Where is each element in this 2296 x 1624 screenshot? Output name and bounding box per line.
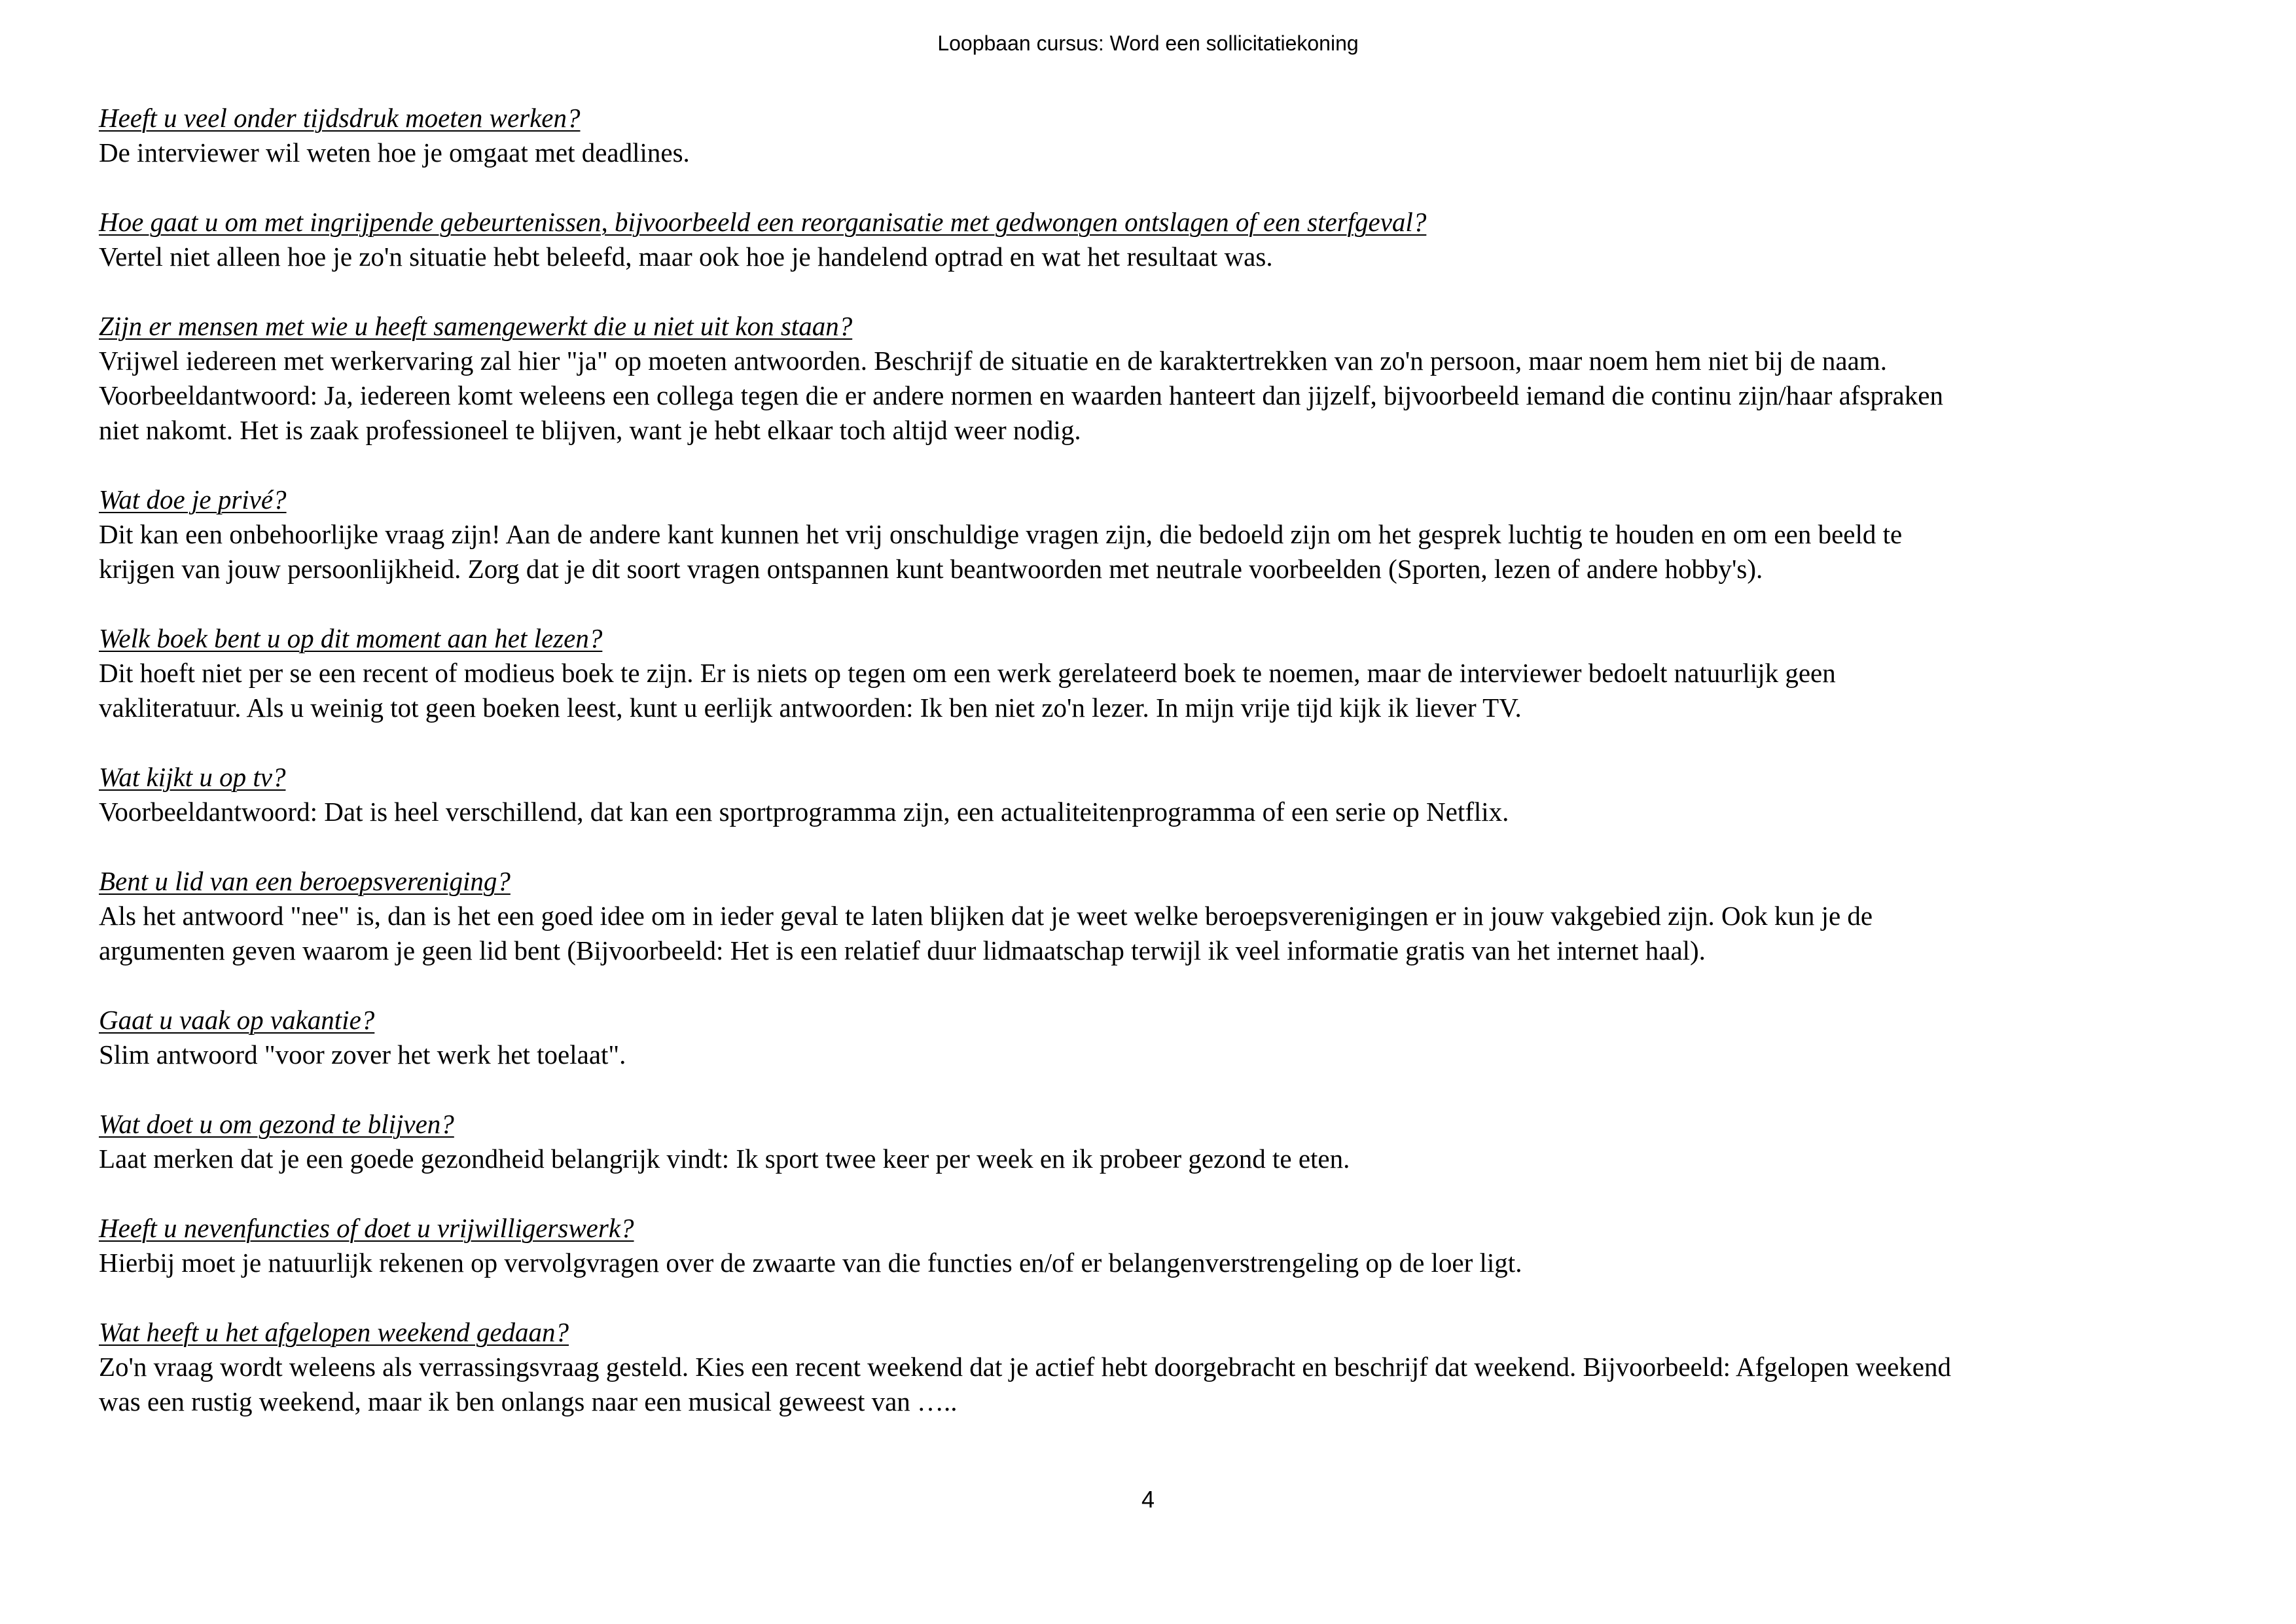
question-heading: Wat heeft u het afgelopen weekend gedaan? [99, 1317, 569, 1347]
answer-text: Voorbeeldantwoord: Ja, iedereen komt weleens een collega tegen die er andere normen en waarden hanteert dan jijzelf, bijvoorbeeld iemand die continu zijn/haar afspraken [99, 380, 1943, 410]
answer-text: De interviewer wil weten hoe je omgaat met deadlines. [99, 137, 690, 168]
answer-text: vakliteratuur. Als u weinig tot geen boeken leest, kunt u eerlijk antwoorden: Ik ben niet zo'n lezer. In mijn vrije tijd kijk ik liever TV. [99, 693, 1522, 723]
qa-block [99, 1107, 2226, 1176]
answer-text: krijgen van jouw persoonlijkheid. Zorg dat je dit soort vragen ontspannen kunt beantwoorden met neutrale voorbeelden (Sporten, lezen of andere hobby's). [99, 554, 1763, 584]
question-heading: Welk boek bent u op dit moment aan het lezen? [99, 623, 603, 653]
page-number: 4 [1141, 1486, 1155, 1513]
document-body [99, 101, 2226, 1454]
qa-block [99, 1211, 2226, 1280]
question-heading: Gaat u vaak op vakantie? [99, 1005, 375, 1035]
question-heading: Bent u lid van een beroepsvereniging? [99, 866, 511, 896]
answer-text: was een rustig weekend, maar ik ben onlangs naar een musical geweest van ….. [99, 1386, 958, 1416]
qa-block [99, 205, 2226, 274]
answer-text: Dit kan een onbehoorlijke vraag zijn! Aan de andere kant kunnen het vrij onschuldige vragen zijn, die bedoeld zijn om het gesprek luchtig te houden en om een beeld te [99, 519, 1903, 549]
answer-text: Slim antwoord "voor zover het werk het toelaat". [99, 1039, 626, 1070]
qa-block [99, 101, 2226, 170]
question-heading: Heeft u veel onder tijdsdruk moeten werken? [99, 103, 581, 133]
question-heading: Heeft u nevenfuncties of doet u vrijwilligerswerk? [99, 1213, 634, 1243]
answer-text: Hierbij moet je natuurlijk rekenen op vervolgvragen over de zwaarte van die functies en/of er belangenverstrengeling op de loer ligt. [99, 1248, 1522, 1278]
qa-block [99, 621, 2226, 725]
answer-text: Dit hoeft niet per se een recent of modieus boek te zijn. Er is niets op tegen om een werk gerelateerd boek te noemen, maar de interviewer bedoelt natuurlijk geen [99, 658, 1836, 688]
qa-block [99, 1315, 2226, 1419]
question-heading: Wat kijkt u op tv? [99, 762, 286, 792]
page-header: Loopbaan cursus: Word een sollicitatiekoning [937, 31, 1359, 55]
answer-text: Zo'n vraag wordt weleens als verrassingsvraag gesteld. Kies een recent weekend dat je actief hebt doorgebracht en beschrijf dat weekend. Bijvoorbeeld: Afgelopen weekend [99, 1352, 1951, 1382]
question-heading: Wat doet u om gezond te blijven? [99, 1109, 454, 1139]
qa-block [99, 482, 2226, 586]
qa-block [99, 309, 2226, 448]
question-heading: Hoe gaat u om met ingrijpende gebeurtenissen, bijvoorbeeld een reorganisatie met gedwongen ontslagen of een sterfgeval? [99, 207, 1427, 237]
answer-text: Als het antwoord "nee" is, dan is het een goed idee om in ieder geval te laten blijken dat je weet welke beroepsverenigingen er in jouw vakgebied zijn. Ook kun je de [99, 901, 1873, 931]
qa-block [99, 760, 2226, 829]
qa-block [99, 864, 2226, 968]
answer-text: Vertel niet alleen hoe je zo'n situatie hebt beleefd, maar ook hoe je handelend optrad en wat het resultaat was. [99, 242, 1273, 272]
answer-text: Vrijwel iedereen met werkervaring zal hier "ja" op moeten antwoorden. Beschrijf de situatie en de karaktertrekken van zo'n persoon, maar noem hem niet bij de naam. [99, 346, 1887, 376]
qa-block [99, 1003, 2226, 1072]
answer-text: Laat merken dat je een goede gezondheid belangrijk vindt: Ik sport twee keer per week en ik probeer gezond te eten. [99, 1144, 1350, 1174]
answer-text: Voorbeeldantwoord: Dat is heel verschillend, dat kan een sportprogramma zijn, een actualiteitenprogramma of een serie op Netflix. [99, 797, 1509, 827]
answer-text: niet nakomt. Het is zaak professioneel te blijven, want je hebt elkaar toch altijd weer nodig. [99, 415, 1081, 445]
answer-text: argumenten geven waarom je geen lid bent (Bijvoorbeeld: Het is een relatief duur lidmaatschap terwijl ik veel informatie gratis van het internet haal). [99, 935, 1706, 965]
question-heading: Zijn er mensen met wie u heeft samengewerkt die u niet uit kon staan? [99, 311, 853, 341]
question-heading: Wat doe je privé? [99, 484, 287, 514]
